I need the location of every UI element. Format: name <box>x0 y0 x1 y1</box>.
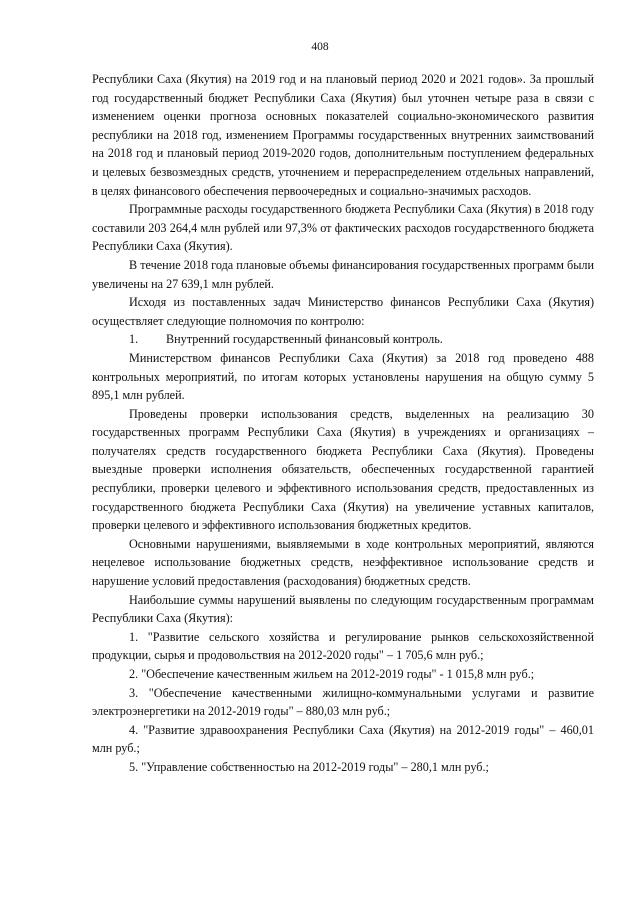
paragraph-inspections: Проведены проверки использования средств, выделенных на реализацию 30 государственных программ Республики Саха (Якутия) в учреждениях и организациях – получателях средств государственного бюджета Республики Саха (Якутия). Проведены выездные проверки исполнения обязательств, обеспеченных государственной гарантией республики, проверки целевого и эффективного использования средств, предоставленных из государственного бюджета Республики Саха (Якутия) на увеличение уставных капиталов, проверки целевого и эффективного использования бюджетных кредитов. <box>92 406 594 533</box>
list-item-utilities: 3. "Обеспечение качественными жилищно-коммунальными услугами и развитие электроэнергетики на 2012-2019 годы" – 880,03 млн руб.; <box>92 685 594 719</box>
list-item-property: 5. "Управление собственностью на 2012-2019 годы" – 280,1 млн руб.; <box>129 759 489 774</box>
paragraph-control-activities: Министерством финансов Республики Саха (Якутия) за 2018 год проведено 488 контрольных мероприятий, по итогам которых установлены нарушения на общую сумму 5 895,1 млн рублей. <box>92 350 594 403</box>
page-number: 408 <box>311 41 329 53</box>
document-body <box>92 70 594 777</box>
paragraph-control-powers: Исходя из поставленных задач Министерство финансов Республики Саха (Якутия) осуществляет следующие полномочия по контролю: <box>92 295 594 328</box>
paragraph-budget-revisions: Республики Саха (Якутия) на 2019 год и на плановый период 2020 и 2021 годов». За прошлый год государственный бюджет Республики Саха (Якутия) был уточнен четыре раза в связи с изменением оценки прогноза основных показателей социально-экономического развития республики на 2018 год, изменением Программы государственных внутренних заимствований на 2018 год и плановый период 2019-2020 годов, дополнительным поступлением федеральных и целевых безвозмездных средств, уточнением и перераспределением отдельных направлений, в целях финансового обеспечения первоочередных и социально-значимых расходов. <box>92 72 594 198</box>
list-item-agriculture: 1. "Развитие сельского хозяйства и регулирование рынков сельскохозяйственной продукции, сырья и продовольствия на 2012-2020 годы" – 1 705,6 млн руб.; <box>92 629 594 663</box>
list-item-healthcare: 4. "Развитие здравоохранения Республики Саха (Якутия) на 2012-2019 годы" – 460,01 млн руб.; <box>92 722 594 756</box>
paragraph-main-violations: Основными нарушениями, выявляемыми в ходе контрольных мероприятий, являются нецелевое использование бюджетных средств, неэффективное использование средств и нарушение условий предоставления (расходования) бюджетных средств. <box>92 536 594 589</box>
list-item-housing: 2. "Обеспечение качественным жильем на 2012-2019 годы" - 1 015,8 млн руб.; <box>129 667 535 681</box>
numbered-heading-internal-control <box>92 330 594 349</box>
paragraph-program-funding: В течение 2018 года плановые объемы финансирования государственных программ были увеличены на 27 639,1 млн рублей. <box>92 257 594 291</box>
paragraph-program-expenses: Программные расходы государственного бюджета Республики Саха (Якутия) в 2018 году составили 203 264,4 млн рублей или 97,3% от фактических расходов государственного бюджета Республики Саха (Якутия). <box>92 202 594 254</box>
numbered-heading-text: Внутренний государственный финансовый контроль. <box>166 332 443 347</box>
list-number: 1. <box>129 332 139 347</box>
paragraph-largest-violations-intro: Наибольшие суммы нарушений выявлены по следующим государственным программам Республики Саха (Якутия): <box>92 592 594 626</box>
